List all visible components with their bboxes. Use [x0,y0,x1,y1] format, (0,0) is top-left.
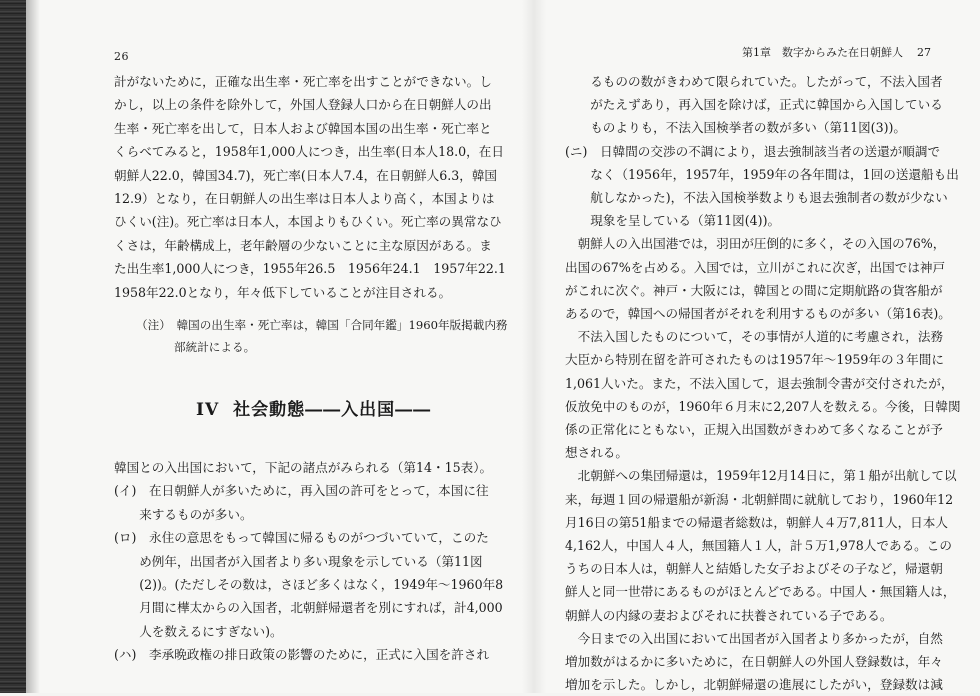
text-line: 北朝鮮への集団帰還は，1959年12月14日に，第１船が出航して以 [565,468,957,484]
text-line: 来，毎週１回の帰還船が新潟・北朝鮮間に就航しており，1960年12 [565,491,954,507]
text-line: 航しなかった)，不法入国検挙数よりも退去強制者の数が少ない [565,190,948,206]
text-line: (ロ) 永住の意思をもって韓国に帰るものがつづいていて，このた [114,530,489,546]
text-line: 増加数がはるかに多いために，在日朝鮮人の外国人登録数は，年々 [565,654,943,670]
text-line: 4,162人，中国人４人，無国籍人１人，計５万1,978人である。この [565,538,952,554]
text-line: 月間に樺太からの入国者，北朝鮮帰還者を別にすれば，計4,000 [114,600,503,616]
text-line: うちの日本人は，朝鮮人と結婚した女子およびその子など，帰還朝 [565,561,943,577]
text-line: 係の正常化にともない，正規入出国数がきわめて多くなることが予 [565,422,943,438]
text-line: 増加を示した。しかし，北朝鮮帰還の進展にしたがい，登録数は減 [565,677,943,693]
section-body [114,456,504,667]
text-line: め例年，出国者が入国者より多い現象を示している（第11図 [114,553,483,569]
text-line: あるので，韓国への帰国者がそれを利用するものが多い（第16表)。 [565,306,951,322]
center-gutter [522,0,546,693]
text-line: 朝鮮人22.0，韓国34.7)，死亡率(日本人7.4，在日朝鮮人6.3，韓国 [114,167,498,183]
section-heading [196,395,431,420]
footnote-line: （注） 韓国の出生率・死亡率は，韓国「合同年鑑」1960年版掲載内務 [136,318,508,332]
text-line: かし，以上の条件を除外して，外国人登録人口から在日朝鮮人の出 [114,97,492,113]
text-line: 不法入国したものについて，その事情が人道的に考慮され，法務 [565,329,944,345]
text-line: 計がないために，正確な出生率・死亡率を出すことができない。し [114,74,492,89]
text-line: 来するものが多い。 [114,506,253,522]
text-line: なく（1956年，1957年，1959年の各年間は，1回の送還船も出 [565,166,959,182]
section-title: 社会動態――入出国―― [233,400,432,420]
right-page-number: 27 [917,46,931,59]
chapter-title: 第1章 数字からみた在日朝鮮人 [742,46,903,59]
text-line: 出国の67%を占める。入国では，立川がこれに次ぎ，出国では神戸 [565,259,946,275]
text-line: くらべてみると，1958年1,000人につき，出生率(日本人18.0，在日 [114,144,504,160]
right-page [565,0,961,693]
left-paragraph [114,70,506,304]
text-line: ひくい(注)。死亡率は日本人，本国よりもひくい。死亡率の異常なひ [114,214,502,230]
text-line: がこれに次ぐ。神戸・大阪には，韓国との間に定期航路の貨客船が [565,282,943,298]
text-line: 生率・死亡率を出して，日本人および韓国本国の出生率・死亡率と [114,120,492,136]
binding-shadow [26,0,40,693]
left-page-number: 26 [114,50,129,63]
text-line: 鮮人と同一世帯にあるものがほとんどである。中国人・無国籍人は， [565,584,956,600]
book-binding-edge [0,0,26,693]
text-line: (2))。(ただしその数は，さほど多くはなく，1949年～1960年8 [114,577,504,593]
text-line: 大臣から特別在留を許可されたものは1957年～1959年の３年間に [565,352,944,368]
text-line: 今日までの入出国において出国者が入国者より多かったが，自然 [565,630,943,646]
running-head [742,44,931,60]
left-page [96,0,508,693]
text-line: 人を数えるにすぎない)。 [114,623,283,639]
text-line: (イ) 在日朝鮮人が多いために，再入国の許可をとって，本国に往 [114,483,489,499]
text-line: 朝鮮人の内縁の妻およびそれに扶養されている子である。 [565,607,893,623]
text-line: くさは，年齢構成上，老年齢層の少ないことに主な原因がある。ま [114,237,492,253]
text-line: 朝鮮人の入出国港では，羽田が圧倒的に多く，その入国の76%， [565,236,946,252]
footnote [136,314,508,358]
section-number: IV [196,400,220,420]
text-line: (ニ) 日韓間の交渉の不調により，退去強制該当者の送還が順調で [565,143,941,159]
text-line: ものよりも，不法入国検挙者の数が多い（第11図(3))。 [565,120,907,136]
text-line: るものの数がきわめて限られていた。したがって，不法入国者 [565,74,943,89]
text-line: がたえずあり，再入国を除けば，正式に韓国から入国している [565,97,943,113]
right-body [565,70,961,696]
text-line: 1958年22.0となり，年々低下していることが注目される。 [114,284,452,300]
text-line: 現象を呈している（第11図(4))。 [565,213,781,229]
footnote-line: 部統計による。 [174,340,256,354]
text-line: 仮放免中のものが，1960年６月末に2,207人を数える。今後，日韓関 [565,398,961,414]
text-line: 韓国との入出国において，下記の諸点がみられる（第14・15表）。 [114,460,493,475]
text-line: 想される。 [565,445,628,461]
text-line: た出生率1,000人につき，1955年26.5 1956年24.1 1957年22.1 [114,261,506,277]
text-line: (ハ) 李承晩政権の排日政策の影響のために，正式に入国を許され [114,647,490,663]
text-line: 1,061人いた。また，不法入国して，退去強制令書が交付されたが， [565,375,954,391]
text-line: 12.9）となり，在日朝鮮人の出生率は日本人より高く，本国よりは [114,191,495,207]
text-line: 月16日の第51船までの帰還者総数は，朝鮮人４万7,811人，日本人 [565,514,948,530]
